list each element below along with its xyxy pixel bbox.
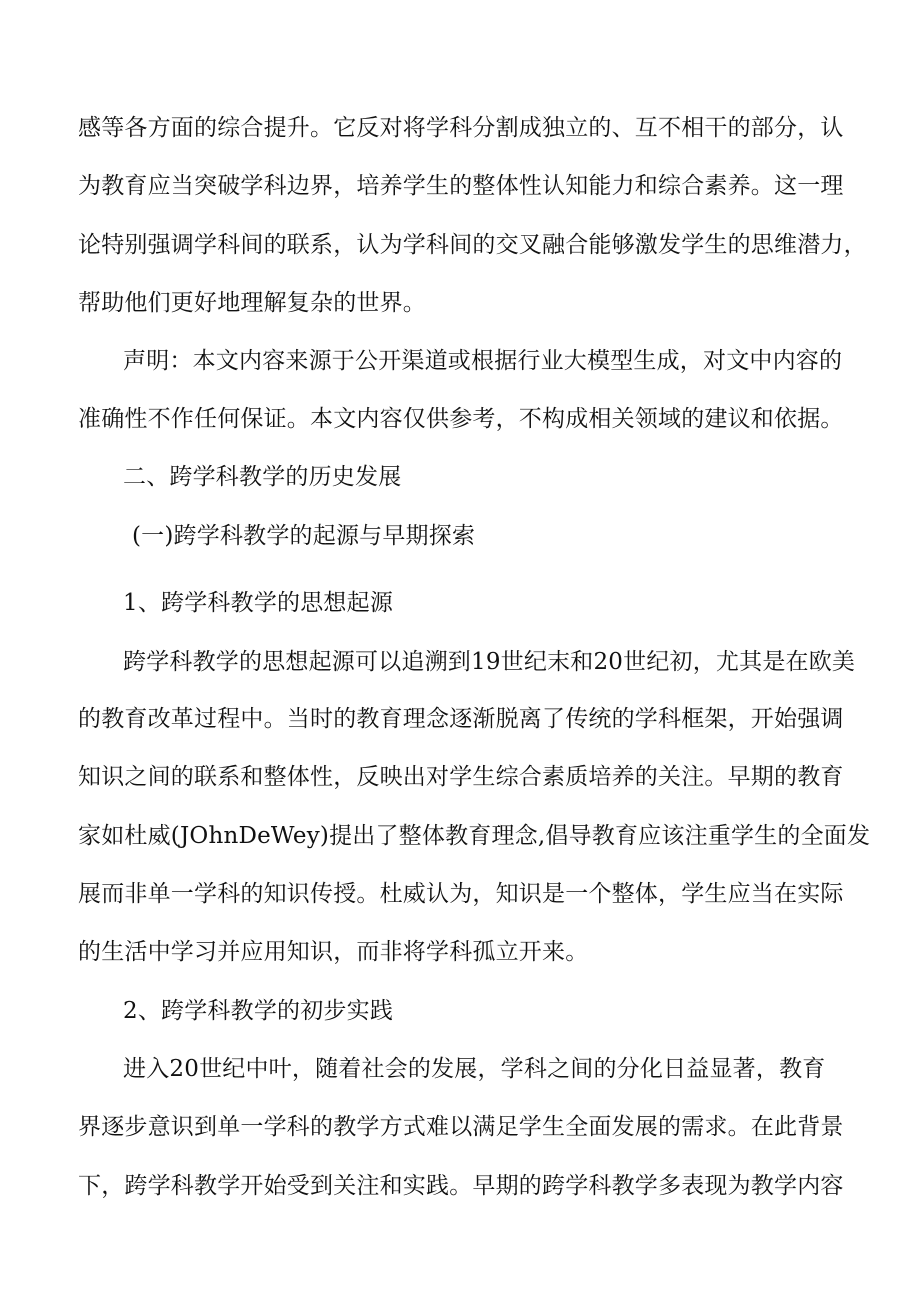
paragraph-line: 的教育改革过程中。当时的教育理念逐渐脱离了传统的学科框架，开始强调: [78, 706, 844, 732]
disclaimer-line: 声明：本文内容来源于公开渠道或根据行业大模型生成，对文中内容的: [123, 348, 843, 374]
section-heading: 二、跨学科教学的历史发展: [123, 464, 402, 490]
paragraph-line: 论特别强调学科间的联系，认为学科间的交叉融合能够激发学生的思维潜力，: [78, 232, 867, 258]
paragraph-line: 下，跨学科教学开始受到关注和实践。早期的跨学科教学多表现为教学内容: [78, 1173, 844, 1199]
subsection-heading: (一)跨学科教学的起源与早期探索: [132, 523, 476, 549]
paragraph-line: 知识之间的联系和整体性，反映出对学生综合素质培养的关注。早期的教育: [78, 764, 844, 790]
paragraph-line: 界逐步意识到单一学科的教学方式难以满足学生全面发展的需求。在此背景: [78, 1114, 844, 1140]
paragraph-line: 的生活中学习并应用知识，而非将学科孤立开来。: [78, 939, 589, 965]
numbered-heading-1: 1、跨学科教学的思想起源: [123, 590, 394, 616]
paragraph-line: 帮助他们更好地理解复杂的世界。: [78, 290, 426, 316]
paragraph-line: 感等各方面的综合提升。它反对将学科分割成独立的、互不相干的部分，认: [78, 115, 844, 141]
paragraph-line: 家如杜威(JOhnDeWey)提出了整体教育理念,倡导教育应该注重学生的全面发: [78, 823, 871, 849]
disclaimer-line: 准确性不作任何保证。本文内容仅供参考，不构成相关领域的建议和依据。: [78, 406, 844, 432]
paragraph-line: 展而非单一学科的知识传授。杜威认为，知识是一个整体，学生应当在实际: [78, 881, 844, 907]
paragraph-line: 进入20世纪中叶，随着社会的发展，学科之间的分化日益显著，教育: [123, 1056, 826, 1082]
numbered-heading-2: 2、跨学科教学的初步实践: [123, 998, 394, 1024]
paragraph-line: 跨学科教学的思想起源可以追溯到19世纪末和20世纪初，尤其是在欧美: [123, 649, 856, 675]
paragraph-line: 为教育应当突破学科边界，培养学生的整体性认知能力和综合素养。这一理: [78, 173, 844, 199]
